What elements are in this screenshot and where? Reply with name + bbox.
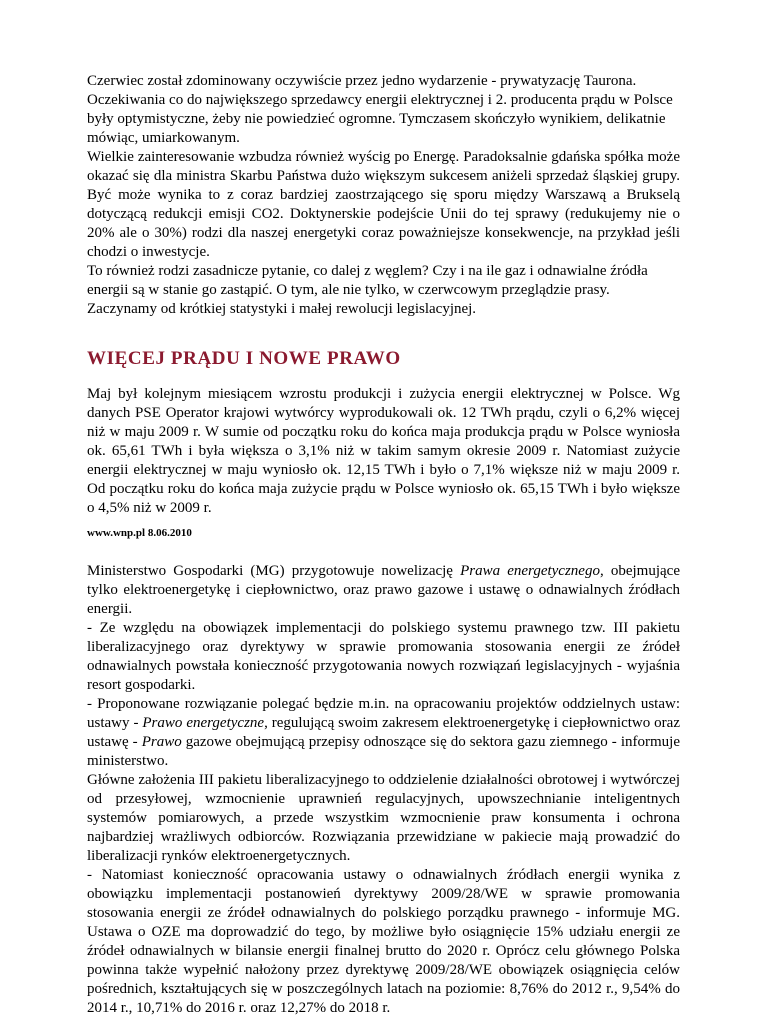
p4-text-b: , regulującą swoim zakresem elektroenergetykę i ciepłownictwo oraz ustawę -: [87, 715, 680, 750]
p4-text-c: gazowe obejmującą przepisy odnoszące się do sektora gazu ziemnego - informuje ministerstwo.: [87, 734, 680, 769]
section-paragraph-1: Maj był kolejnym miesiącem wzrostu produkcji i zużycia energii elektrycznej w Polsce. Wg danych PSE Operator krajowi wytwórcy wyprodukowali ok. 12 TWh prądu, czyli o 6,2% więcej niż w maju 2009 r. W sumie od początku roku do końca maja produkcja prądu w Polsce wyniosła ok. 65,61 TWh i była większa o 3,1% niż w takim samym okresie 2009 r. Natomiast zużycie energii elektrycznej w maju wyniosło ok. 12,15 TWh i było o 7,1% większe niż w maju 2009 r. Od początku roku do końca maja zużycie prądu w Polsce wyniosło ok. 65,15 TWh i było większe o 4,5% niż w 2009 r.: [87, 386, 680, 516]
intro-paragraph-4: Zaczynamy od krótkiej statystyki i małej rewolucji legislacyjnej.: [87, 301, 477, 317]
p4-text-a: - Proponowane rozwiązanie polegać będzie m.in. na opracowaniu projektów oddzielnych ustaw: ustawy -: [87, 696, 680, 731]
p2-text-a: Ministerstwo Gospodarki (MG) przygotowuje nowelizację: [87, 563, 461, 579]
section-paragraph-2: [87, 562, 680, 619]
section-heading: WIĘCEJ PRĄDU I NOWE PRAWO: [87, 348, 401, 369]
p2-text-b: , obejmujące tylko elektroenergetykę i ciepłownictwo, oraz prawo gazowe i ustawę o odnawialnych źródłach energii.: [87, 563, 680, 617]
section-paragraph-6: - Natomiast konieczność opracowania ustawy o odnawialnych źródłach energii wynika z obowiązku implementacji postanowień dyrektywy 2009/28/WE w sprawie promowania stosowania energii ze źródeł odnawialnych do polskiego porządku prawnego - informuje MG. Ustawa o OZE ma doprowadzić do tego, by możliwe było osiągnięcie 15% udziału energii ze źródeł odnawialnych w bilansie energii finalnej brutto do 2020 r. Oprócz celu głównego Polska powinna także wypełnić nałożony przez dyrektywę 2009/28/WE obowiązek osiągnięcia celów pośrednich, kształtujących się w poszczególnych latach na poziomie: 8,76% do 2012 r., 9,54% do 2014 r., 10,71% do 2016 r. oraz 12,27% do 2018 r.: [87, 867, 680, 1016]
intro-paragraph-3: To również rodzi zasadnicze pytanie, co dalej z węglem? Czy i na ile gaz i odnawialne źródła energii są w stanie go zastąpić. O tym, ale nie tylko, w czerwcowym przeglądzie prasy.: [87, 263, 648, 298]
p4-italic-1: Prawo energetyczne: [142, 715, 265, 731]
section-paragraph-3: - Ze względu na obowiązek implementacji do polskiego systemu prawnego tzw. III pakietu liberalizacyjnego oraz dyrektywy w sprawie promowania stosowania energii ze źródeł odnawialnych powstała konieczność przygotowania nowych rozwiązań legislacyjnych - wyjaśnia resort gospodarki.: [87, 620, 680, 693]
section-paragraph-5: Główne założenia III pakietu liberalizacyjnego to oddzielenie działalności obrotowej i wytwórczej od przesyłowej, wzmocnienie uprawnień regulacyjnych, upowszechnianie inteligentnych systemów pomiarowych, a przede wszystkim wzmocnienie praw konsumenta i ochrona najbardziej wrażliwych odbiorców. Rozwiązania przewidziane w pakiecie mają prowadzić do liberalizacji rynków elektroenergetycznych.: [87, 772, 680, 864]
source-line: www.wnp.pl 8.06.2010: [87, 527, 192, 539]
p2-italic: Prawa energetycznego: [460, 563, 600, 579]
section-paragraph-4: [87, 695, 680, 771]
document-page: [87, 72, 680, 1018]
intro-paragraph-2: Wielkie zainteresowanie wzbudza również wyścig po Energę. Paradoksalnie gdańska spółka może okazać się dla ministra Skarbu Państwa dużo większym sukcesem aniżeli sprzedaż śląskiej grupy. Być może wynika to z coraz bardziej zaostrzającego się sporu między Warszawą a Brukselą dotyczącą redukcji emisji CO2. Doktynerskie podejście Unii do tej sprawy (redukujemy nie o 20% ale o 30%) rodzi dla naszej energetyki coraz poważniejsze konsekwencje, na przykład jeśli chodzi o inwestycje.: [87, 149, 680, 260]
intro-paragraph-1: Czerwiec został zdominowany oczywiście przez jedno wydarzenie - prywatyzację Tauronа. Oczekiwania co do największego sprzedawcy energii elektrycznej i 2. producenta prądu w Polsce były optymistyczne, żeby nie powiedzieć ogromne. Tymczasem skończyło wynikiem, delikatnie mówiąc, umiarkowanym.: [87, 73, 673, 146]
p4-italic-2: Prawo: [141, 734, 182, 750]
